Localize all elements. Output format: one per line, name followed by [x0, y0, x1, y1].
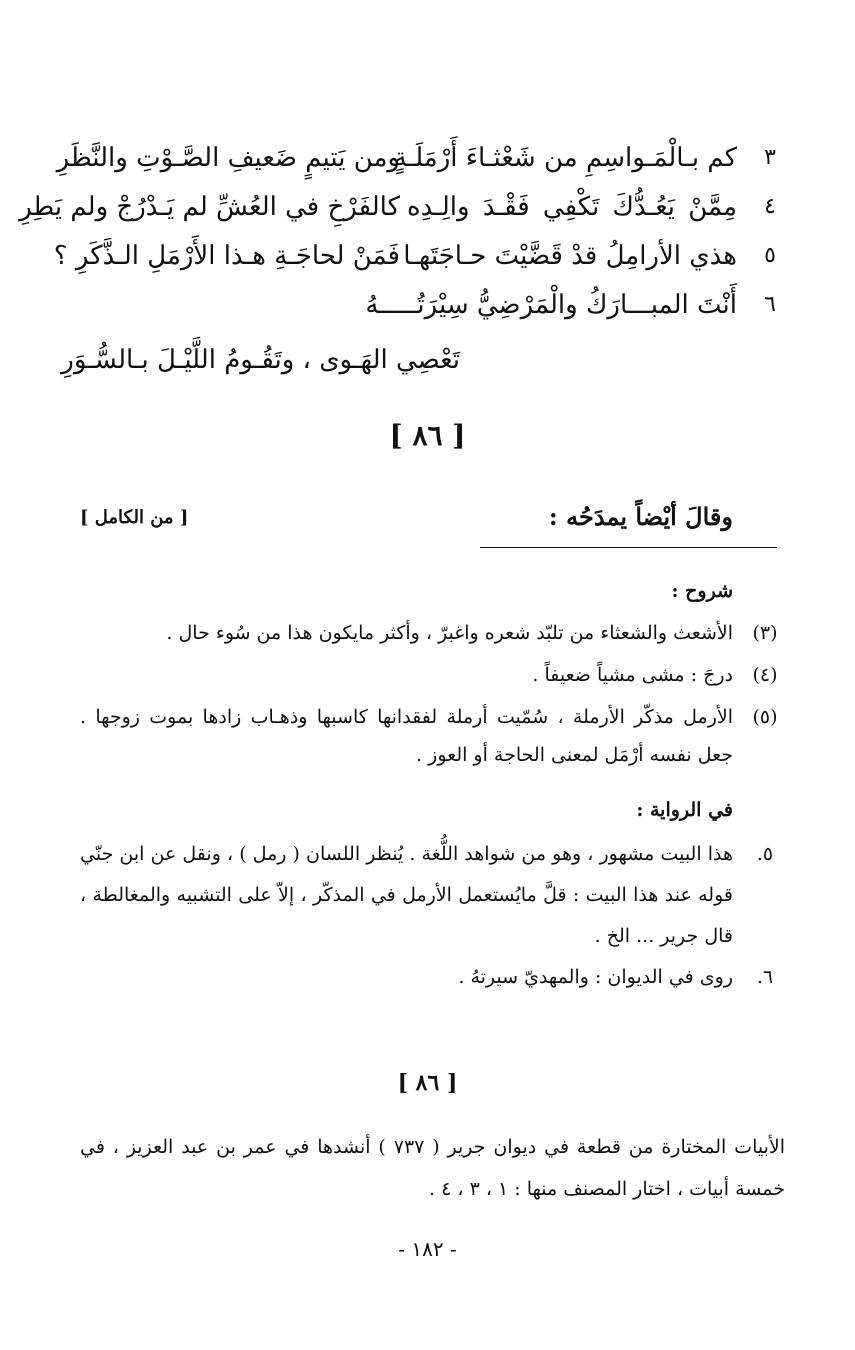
verse-second-hemistich: تَعْصِي الهَـوى ، وتَقُـومُ اللَّيْـلَ بـالسُّـوَرِ	[61, 345, 460, 375]
verse-second-hemistich: كالفَرْخِ في العُشِّ لم يَـدْرُجْ ولم يَطِرِ	[19, 192, 400, 222]
notes-heading: شروح :	[671, 580, 733, 602]
note-text: الأرمل مذكّر الأرملة ، سُمّيت أرملة لفقدانها كاسبها وذهـاب زادها بموت زوجها . جعل نفسه أرْمَل لمعنى الحاجة أو العوز .	[80, 706, 733, 766]
note-text: الأشعث والشعثاء من تلبّد شعره واغبرّ ، وأكثر مايكون هذا من سُوء حال .	[166, 622, 733, 644]
verse-number: ٣	[764, 145, 776, 170]
verse-second-hemistich: ومن يَتيمٍ ضَعيفِ الصَّـوْتِ والنَّظَرِ	[56, 143, 400, 173]
note-text: درجَ : مشى مشياً ضعيفاً .	[532, 664, 733, 686]
note-number: (٣)	[752, 622, 778, 644]
verse-first-hemistich: كم بـالْمَـواسِمِ من شَعْثـاءَ أَرْمَلَـةٍ	[393, 143, 737, 173]
verse-first-hemistich: أَنْتَ المبـــارَكُ والْمَرْضِيُّ سِيْرَتُـــــهُ	[365, 290, 737, 320]
poem-meter: [ من الكامل ]	[80, 507, 189, 528]
riwaya-item	[80, 958, 785, 996]
riwaya-text: روى في الديوان : والمهديّ سيرتهُ .	[458, 966, 733, 988]
riwaya-heading: في الرواية :	[636, 799, 733, 821]
note-number: (٤)	[752, 664, 778, 686]
verse-second-hemistich: فَمَنْ لحاجَـةِ هـذا الأَرْمَلِ الـذَّكَرِ ؟	[53, 241, 400, 271]
verse-6-continuation	[61, 332, 785, 392]
note-item	[80, 614, 785, 652]
verse-6	[80, 283, 785, 332]
note-number: (٥)	[752, 706, 778, 728]
note-item	[80, 656, 785, 694]
riwaya-number: ٦.	[756, 966, 774, 988]
poem	[19, 136, 785, 392]
verse-first-hemistich: مِمَّنْ يَعُـدُّكَ تَكْفِي فَقْـدَ والِـدِه	[407, 192, 737, 222]
source-note: الأبيات المختارة من قطعة في ديوان جرير ( ٧٣٧ ) أنشدها في عمر بن عبد العزيز ، في خمسة أبيات ، اختار المصنف منها : ١ ، ٣ ، ٤ .	[80, 1136, 785, 1200]
verse-first-hemistich: هذي الأرامِلُ قدْ قَضَّيْتَ حـاجَتَهـا	[403, 241, 737, 271]
verse-3	[56, 136, 785, 185]
verse-number: ٦	[764, 292, 776, 317]
verse-number: ٥	[764, 243, 776, 268]
section-number: [ ٨٦ ]	[389, 419, 466, 452]
verse-4	[19, 185, 785, 234]
note-item	[80, 698, 785, 774]
riwaya-text: هذا البيت مشهور ، وهو من شواهد اللُّغة . يُنظر اللسان ( رمل ) ، ونقل عن ابن جنّي قوله عند هذا البيت : قلَّ مايُستعمل الأرمل في المذكّر ، إلاّ على التشبيه والمغالطة ، قال جرير ... الخ .	[80, 843, 733, 947]
section-number-source: [ ٨٦ ]	[397, 1070, 458, 1096]
riwaya-number: ٥.	[756, 843, 774, 865]
verse-5	[53, 234, 785, 283]
divider-line	[480, 547, 777, 548]
verse-number: ٤	[764, 194, 776, 219]
riwaya-item	[80, 834, 785, 957]
poem-intro: وقالَ أيْضاً يمدَحُه :	[548, 502, 733, 531]
page-number: - ١٨٢ -	[398, 1237, 457, 1261]
